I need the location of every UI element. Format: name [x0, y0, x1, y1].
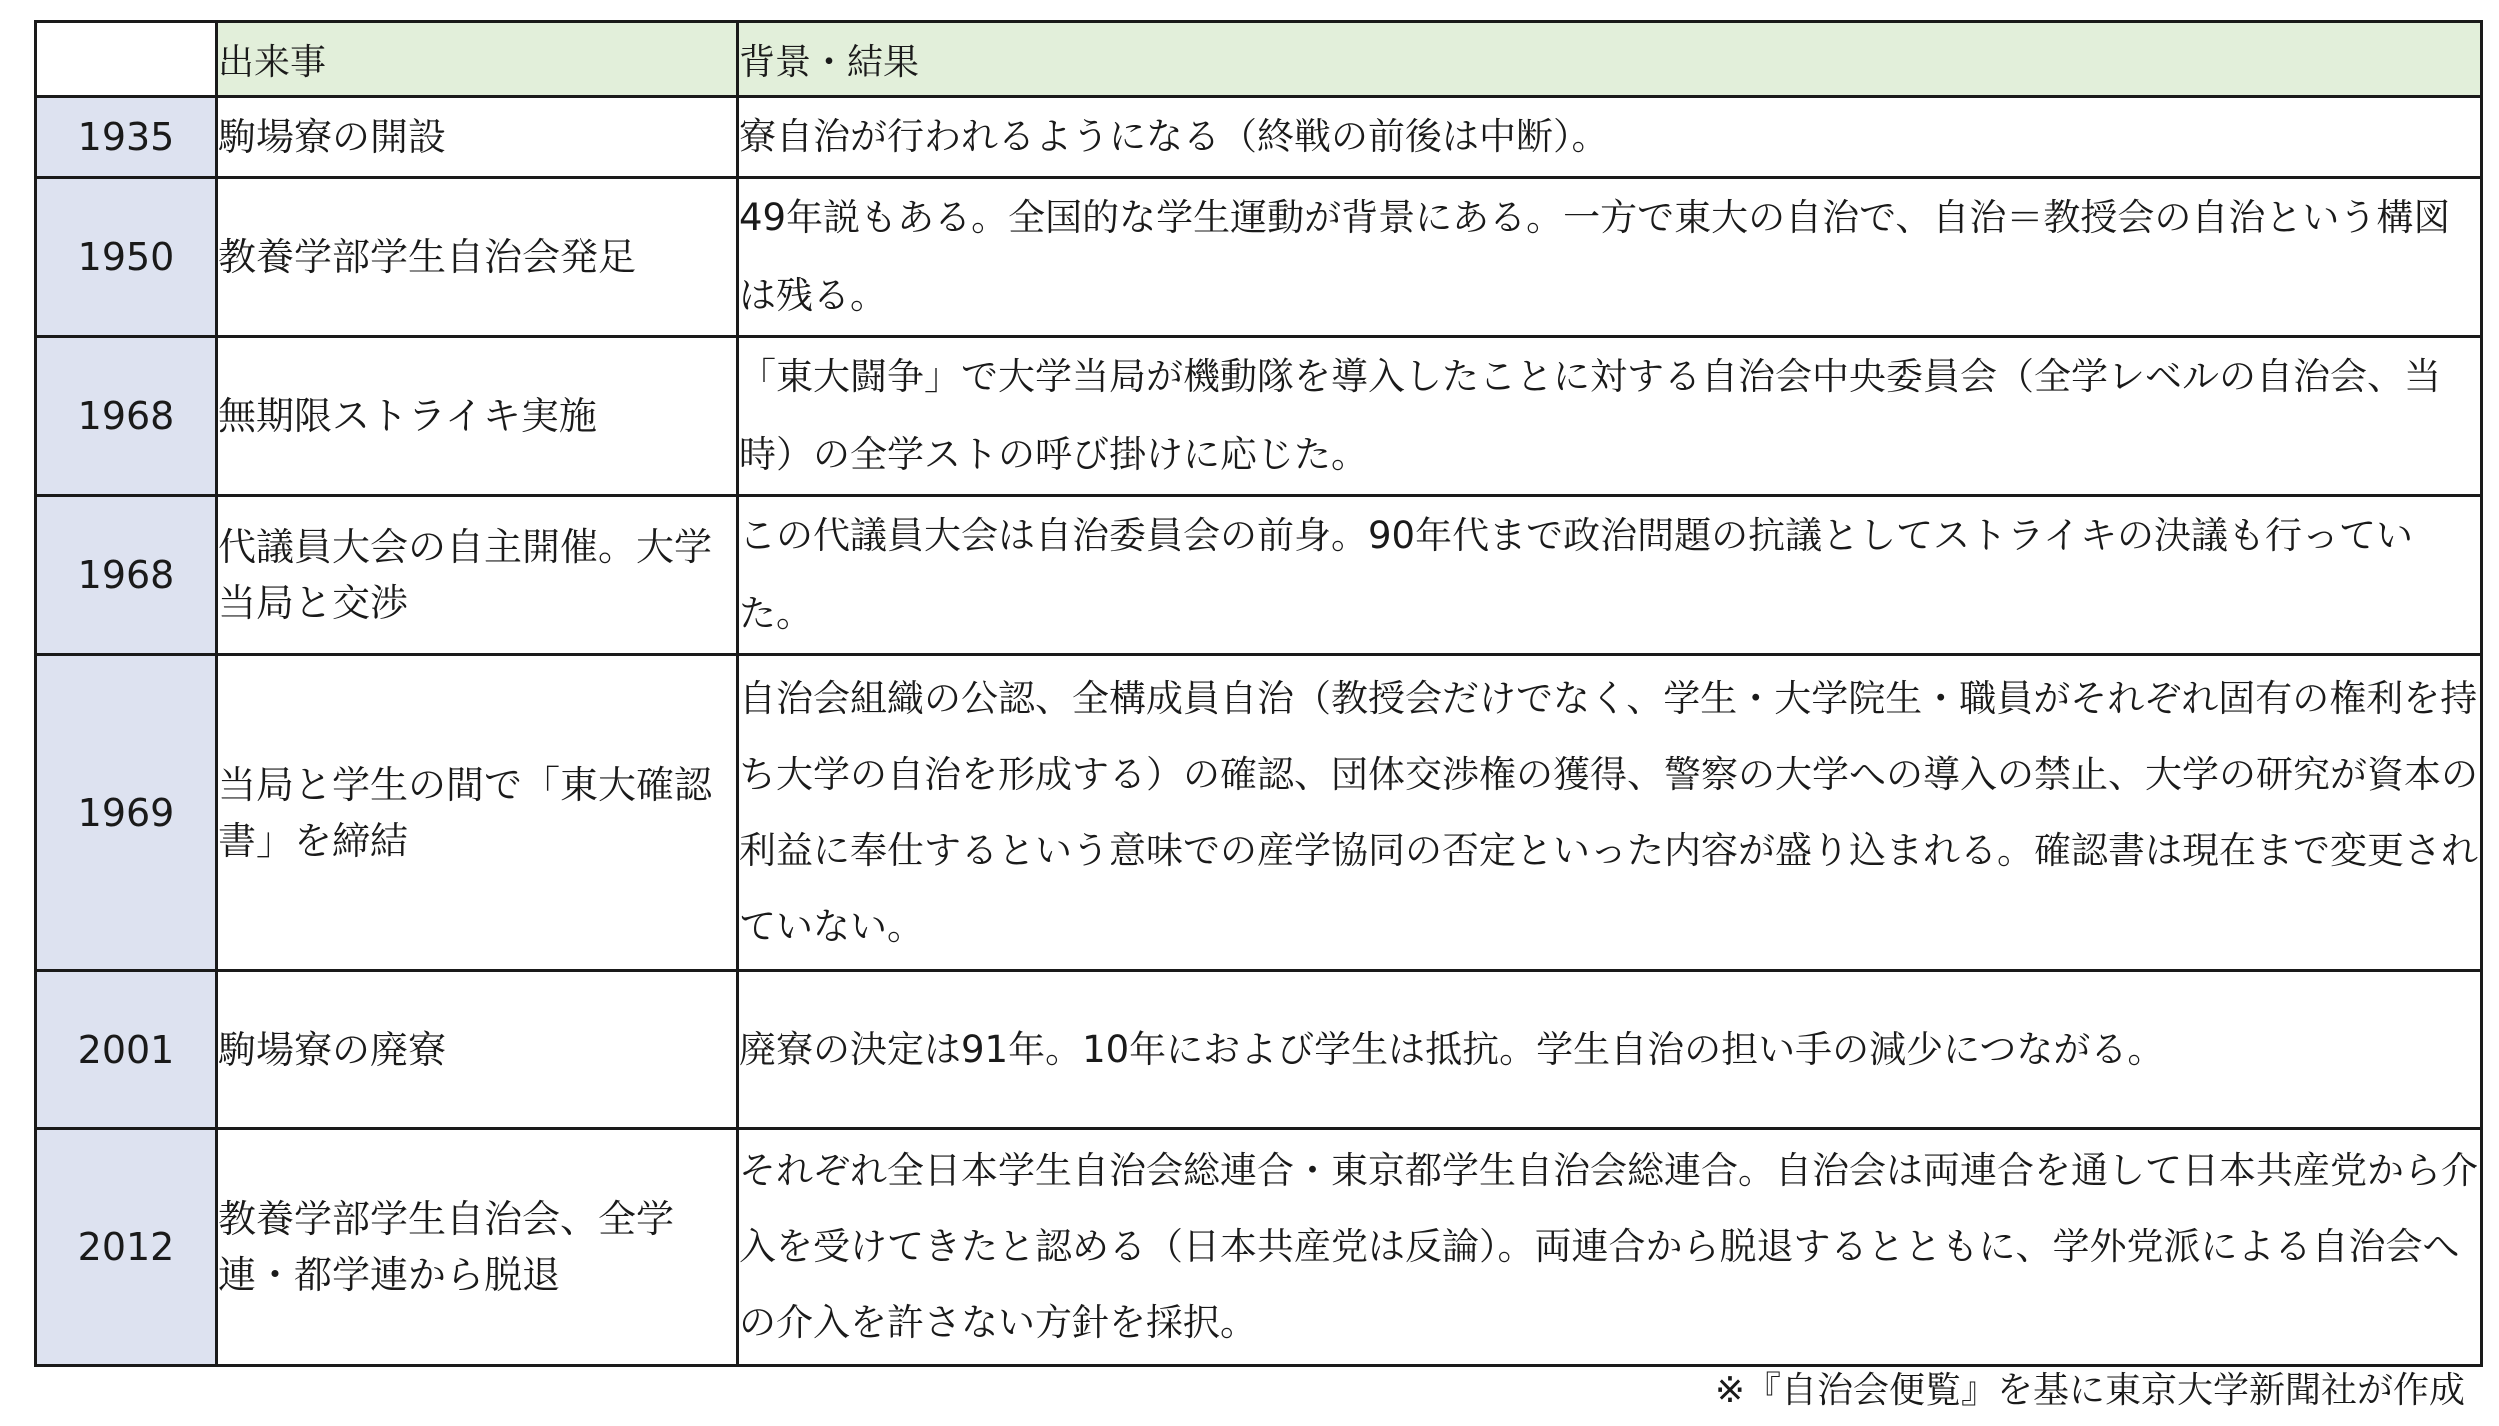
- year-cell: 1968: [36, 496, 217, 655]
- history-table: [34, 20, 2483, 1367]
- table-row: [36, 655, 2482, 971]
- header-background: 背景・結果: [738, 22, 2482, 97]
- source-note: ※『自治会便覧』を基に東京大学新聞社が作成: [1714, 1370, 2465, 1411]
- background-cell: 自治会組織の公認、全構成員自治（教授会だけでなく、学生・大学院生・職員がそれぞれ固有の権利を持ち大学の自治を形成する）の確認、団体交渉権の獲得、警察の大学への導入の禁止、大学の研究が資本の利益に奉仕するという意味での産学協同の否定といった内容が盛り込まれる。確認書は現在まで変更されていない。: [738, 655, 2482, 971]
- background-cell: 廃寮の決定は91年。10年におよび学生は抵抗。学生自治の担い手の減少につながる。: [738, 971, 2482, 1129]
- header-event: 出来事: [217, 22, 738, 97]
- background-cell: 49年説もある。全国的な学生運動が背景にある。一方で東大の自治で、自治＝教授会の自治という構図は残る。: [738, 178, 2482, 337]
- event-cell: 教養学部学生自治会発足: [217, 178, 738, 337]
- background-cell: 「東大闘争」で大学当局が機動隊を導入したことに対する自治会中央委員会（全学レベルの自治会、当時）の全学ストの呼び掛けに応じた。: [738, 337, 2482, 496]
- event-cell: 教養学部学生自治会、全学連・都学連から脱退: [217, 1129, 738, 1366]
- event-cell: 駒場寮の廃寮: [217, 971, 738, 1129]
- background-cell: この代議員大会は自治委員会の前身。90年代まで政治問題の抗議としてストライキの決議も行っていた。: [738, 496, 2482, 655]
- table-row: [36, 1129, 2482, 1366]
- year-cell: 1935: [36, 97, 217, 178]
- table-row: [36, 337, 2482, 496]
- table-row: [36, 178, 2482, 337]
- table-row: [36, 971, 2482, 1129]
- background-cell: それぞれ全日本学生自治会総連合・東京都学生自治会総連合。自治会は両連合を通して日本共産党から介入を受けてきたと認める（日本共産党は反論）。両連合から脱退するとともに、学外党派による自治会への介入を許さない方針を採択。: [738, 1129, 2482, 1366]
- table-row: [36, 496, 2482, 655]
- event-cell: 当局と学生の間で「東大確認書」を締結: [217, 655, 738, 971]
- year-cell: 1969: [36, 655, 217, 971]
- event-cell: 代議員大会の自主開催。大学当局と交渉: [217, 496, 738, 655]
- background-cell: 寮自治が行われるようになる（終戦の前後は中断）。: [738, 97, 2482, 178]
- header-year: [36, 22, 217, 97]
- event-cell: 駒場寮の開設: [217, 97, 738, 178]
- event-cell: 無期限ストライキ実施: [217, 337, 738, 496]
- header-row: [36, 22, 2482, 97]
- table-row: [36, 97, 2482, 178]
- year-cell: 2012: [36, 1129, 217, 1366]
- year-cell: 2001: [36, 971, 217, 1129]
- year-cell: 1950: [36, 178, 217, 337]
- year-cell: 1968: [36, 337, 217, 496]
